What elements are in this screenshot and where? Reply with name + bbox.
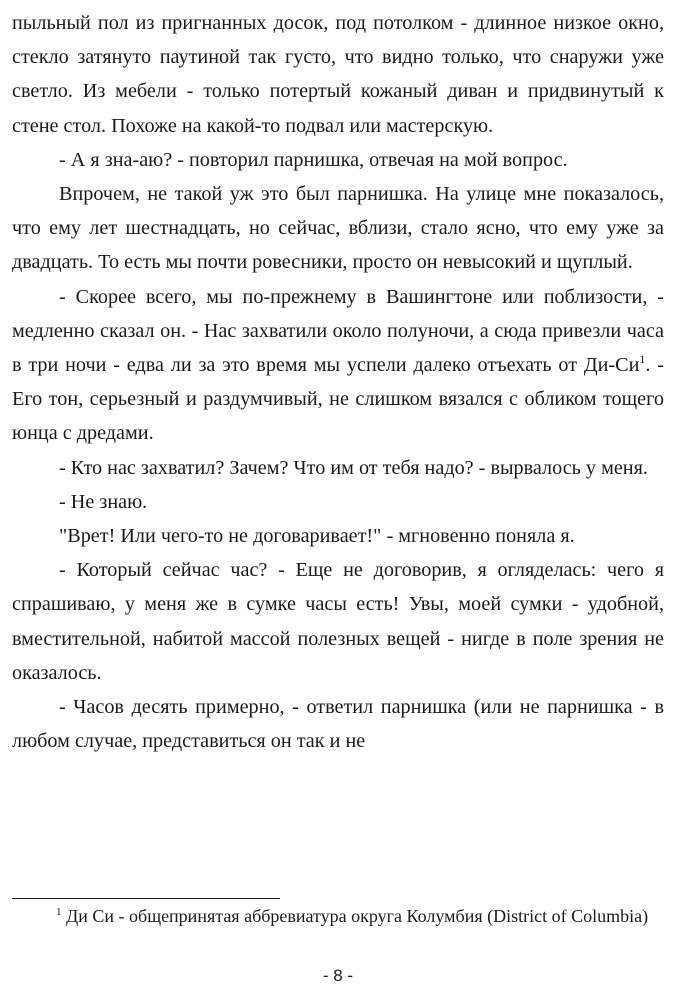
footnote-divider [12, 898, 280, 899]
paragraph-4-text-after: . - Его тон, серьезный и раздумчивый, не слишком вязался с обликом тощего юнца с дредами. [12, 354, 664, 445]
paragraph-3: Впрочем, не такой уж это был парнишка. На улице мне показалось, что ему лет шестнадцать, но сейчас, вблизи, стало ясно, что ему уже за двадцать. То есть мы почти ровесники, просто он невысокий и щуплый. [12, 183, 664, 274]
page-number: - 8 - [322, 966, 354, 985]
paragraph-8: - Который сейчас час? - Еще не договорив, я огляделась: чего я спрашиваю, у меня же в сумке часы есть! Увы, моей сумки - удобной, вместительной, набитой массой полезных вещей - нигде в поле зрения не оказалось. [12, 559, 664, 684]
paragraph-4-text-before: - Скорее всего, мы по-прежнему в Вашингтоне или поблизости, - медленно сказал он. - Нас захватили около полуночи, а сюда привезли часа в три ночи - едва ли за это время мы успели далеко отъехать от Ди-Си [12, 285, 664, 377]
paragraph-9: - Часов десять примерно, - ответил парнишка (или не парнишка - в любом случае, представиться он так и не [12, 696, 664, 753]
paragraph-1: пыльный пол из пригнанных досок, под потолком - длинное низкое окно, стекло затянуто паутиной так густо, что видно только, что снаружи уже светло. Из мебели - только потертый кожаный диван и придвинутый к стене стол. Похоже на какой-то подвал или мастерскую. [12, 12, 664, 137]
page-body [12, 6, 664, 758]
footnote-text: Ди Си - общепринятая аббревиатура округа Колумбия (District of Columbia) [61, 906, 649, 926]
paragraph-2: - А я зна-аю? - повторил парнишка, отвечая на мой вопрос. [59, 148, 568, 171]
paragraph-6: - Не знаю. [59, 490, 148, 513]
paragraph-5: - Кто нас захватил? Зачем? Что им от тебя надо? - вырвалось у меня. [59, 456, 648, 479]
footnote [12, 904, 664, 928]
footnote-marker: 1 [56, 906, 62, 918]
paragraph-4 [12, 280, 664, 451]
footnote-reference[interactable]: 1 [639, 352, 646, 367]
paragraph-7: "Врет! Или чего-то не договаривает!" - мгновенно поняла я. [59, 525, 575, 548]
